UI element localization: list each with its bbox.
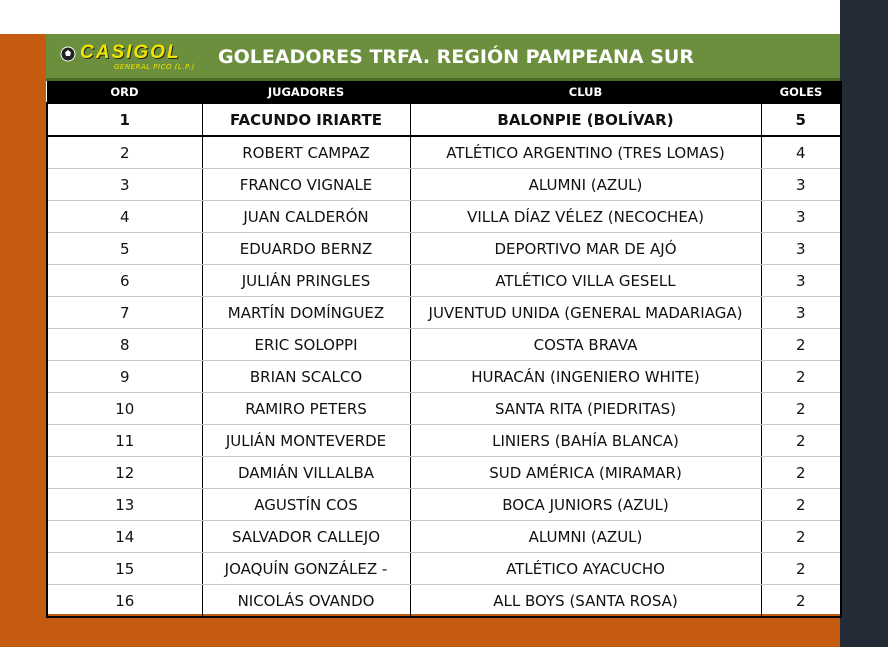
cell-player: JULIÁN PRINGLES	[202, 265, 410, 297]
table-row	[47, 361, 841, 393]
table-header-row	[47, 82, 841, 104]
table-row	[47, 457, 841, 489]
cell-player: BRIAN SCALCO	[202, 361, 410, 393]
cell-goals: 2	[761, 457, 841, 489]
cell-goals: 5	[761, 103, 841, 136]
cell-goals: 3	[761, 265, 841, 297]
cell-ord: 9	[47, 361, 202, 393]
cell-club: ATLÉTICO VILLA GESELL	[410, 265, 761, 297]
cell-club: ATLÉTICO ARGENTINO (TRES LOMAS)	[410, 136, 761, 169]
cell-ord: 1	[47, 103, 202, 136]
cell-player: EDUARDO BERNZ	[202, 233, 410, 265]
cell-player: FRANCO VIGNALE	[202, 169, 410, 201]
table-row	[47, 265, 841, 297]
cell-goals: 3	[761, 233, 841, 265]
table-row	[47, 329, 841, 361]
table-row	[47, 425, 841, 457]
table-row	[47, 297, 841, 329]
cell-ord: 12	[47, 457, 202, 489]
cell-ord: 2	[47, 136, 202, 169]
cell-goals: 3	[761, 169, 841, 201]
background-top	[0, 0, 888, 34]
cell-club: VILLA DÍAZ VÉLEZ (NECOCHEA)	[410, 201, 761, 233]
cell-club: HURACÁN (INGENIERO WHITE)	[410, 361, 761, 393]
cell-goals: 3	[761, 201, 841, 233]
cell-player: SALVADOR CALLEJO	[202, 521, 410, 553]
logo-brand: CASIGOL	[80, 42, 181, 63]
cell-goals: 2	[761, 585, 841, 618]
cell-club: JUVENTUD UNIDA (GENERAL MADARIAGA)	[410, 297, 761, 329]
cell-club: ALUMNI (AZUL)	[410, 521, 761, 553]
soccer-ball-icon	[60, 46, 76, 62]
cell-goals: 2	[761, 393, 841, 425]
casigol-logo	[58, 40, 198, 74]
cell-club: ALUMNI (AZUL)	[410, 169, 761, 201]
header-goals: GOLES	[761, 82, 841, 104]
header-player: JUGADORES	[202, 82, 410, 104]
cell-goals: 2	[761, 361, 841, 393]
cell-player: JUAN CALDERÓN	[202, 201, 410, 233]
cell-goals: 2	[761, 329, 841, 361]
cell-ord: 6	[47, 265, 202, 297]
cell-goals: 2	[761, 553, 841, 585]
cell-ord: 15	[47, 553, 202, 585]
table-row	[47, 201, 841, 233]
table-row	[47, 103, 841, 136]
cell-ord: 14	[47, 521, 202, 553]
logo-subtitle: GENERAL PICO (L.P.)	[114, 63, 195, 71]
cell-ord: 4	[47, 201, 202, 233]
page-title: GOLEADORES TRFA. REGIÓN PAMPEANA SUR	[218, 46, 694, 68]
cell-goals: 2	[761, 489, 841, 521]
cell-club: ATLÉTICO AYACUCHO	[410, 553, 761, 585]
cell-ord: 10	[47, 393, 202, 425]
cell-club: SUD AMÉRICA (MIRAMAR)	[410, 457, 761, 489]
cell-club: COSTA BRAVA	[410, 329, 761, 361]
cell-player: AGUSTÍN COS	[202, 489, 410, 521]
background-dark-strip	[840, 0, 888, 647]
header-club: CLUB	[410, 82, 761, 104]
cell-player: MARTÍN DOMÍNGUEZ	[202, 297, 410, 329]
table-row	[47, 553, 841, 585]
table-row	[47, 233, 841, 265]
table-row	[47, 169, 841, 201]
cell-player: JOAQUÍN GONZÁLEZ -	[202, 553, 410, 585]
cell-ord: 8	[47, 329, 202, 361]
cell-player: FACUNDO IRIARTE	[202, 103, 410, 136]
cell-club: ALL BOYS (SANTA ROSA)	[410, 585, 761, 618]
scorers-sheet	[46, 34, 840, 614]
cell-club: BALONPIE (BOLÍVAR)	[410, 103, 761, 136]
table-row	[47, 489, 841, 521]
cell-goals: 2	[761, 521, 841, 553]
cell-club: BOCA JUNIORS (AZUL)	[410, 489, 761, 521]
cell-player: ERIC SOLOPPI	[202, 329, 410, 361]
cell-player: JULIÁN MONTEVERDE	[202, 425, 410, 457]
cell-goals: 4	[761, 136, 841, 169]
cell-goals: 2	[761, 425, 841, 457]
table-row	[47, 585, 841, 618]
cell-ord: 11	[47, 425, 202, 457]
table-row	[47, 393, 841, 425]
scorers-table	[46, 81, 842, 618]
cell-player: NICOLÁS OVANDO	[202, 585, 410, 618]
cell-ord: 16	[47, 585, 202, 618]
cell-ord: 5	[47, 233, 202, 265]
cell-player: RAMIRO PETERS	[202, 393, 410, 425]
cell-ord: 13	[47, 489, 202, 521]
cell-player: ROBERT CAMPAZ	[202, 136, 410, 169]
header-ord: ORD	[47, 82, 202, 104]
cell-club: SANTA RITA (PIEDRITAS)	[410, 393, 761, 425]
cell-ord: 3	[47, 169, 202, 201]
title-bar	[46, 34, 840, 81]
table-row	[47, 521, 841, 553]
cell-player: DAMIÁN VILLALBA	[202, 457, 410, 489]
cell-club: DEPORTIVO MAR DE AJÓ	[410, 233, 761, 265]
cell-goals: 3	[761, 297, 841, 329]
cell-ord: 7	[47, 297, 202, 329]
table-row	[47, 136, 841, 169]
cell-club: LINIERS (BAHÍA BLANCA)	[410, 425, 761, 457]
